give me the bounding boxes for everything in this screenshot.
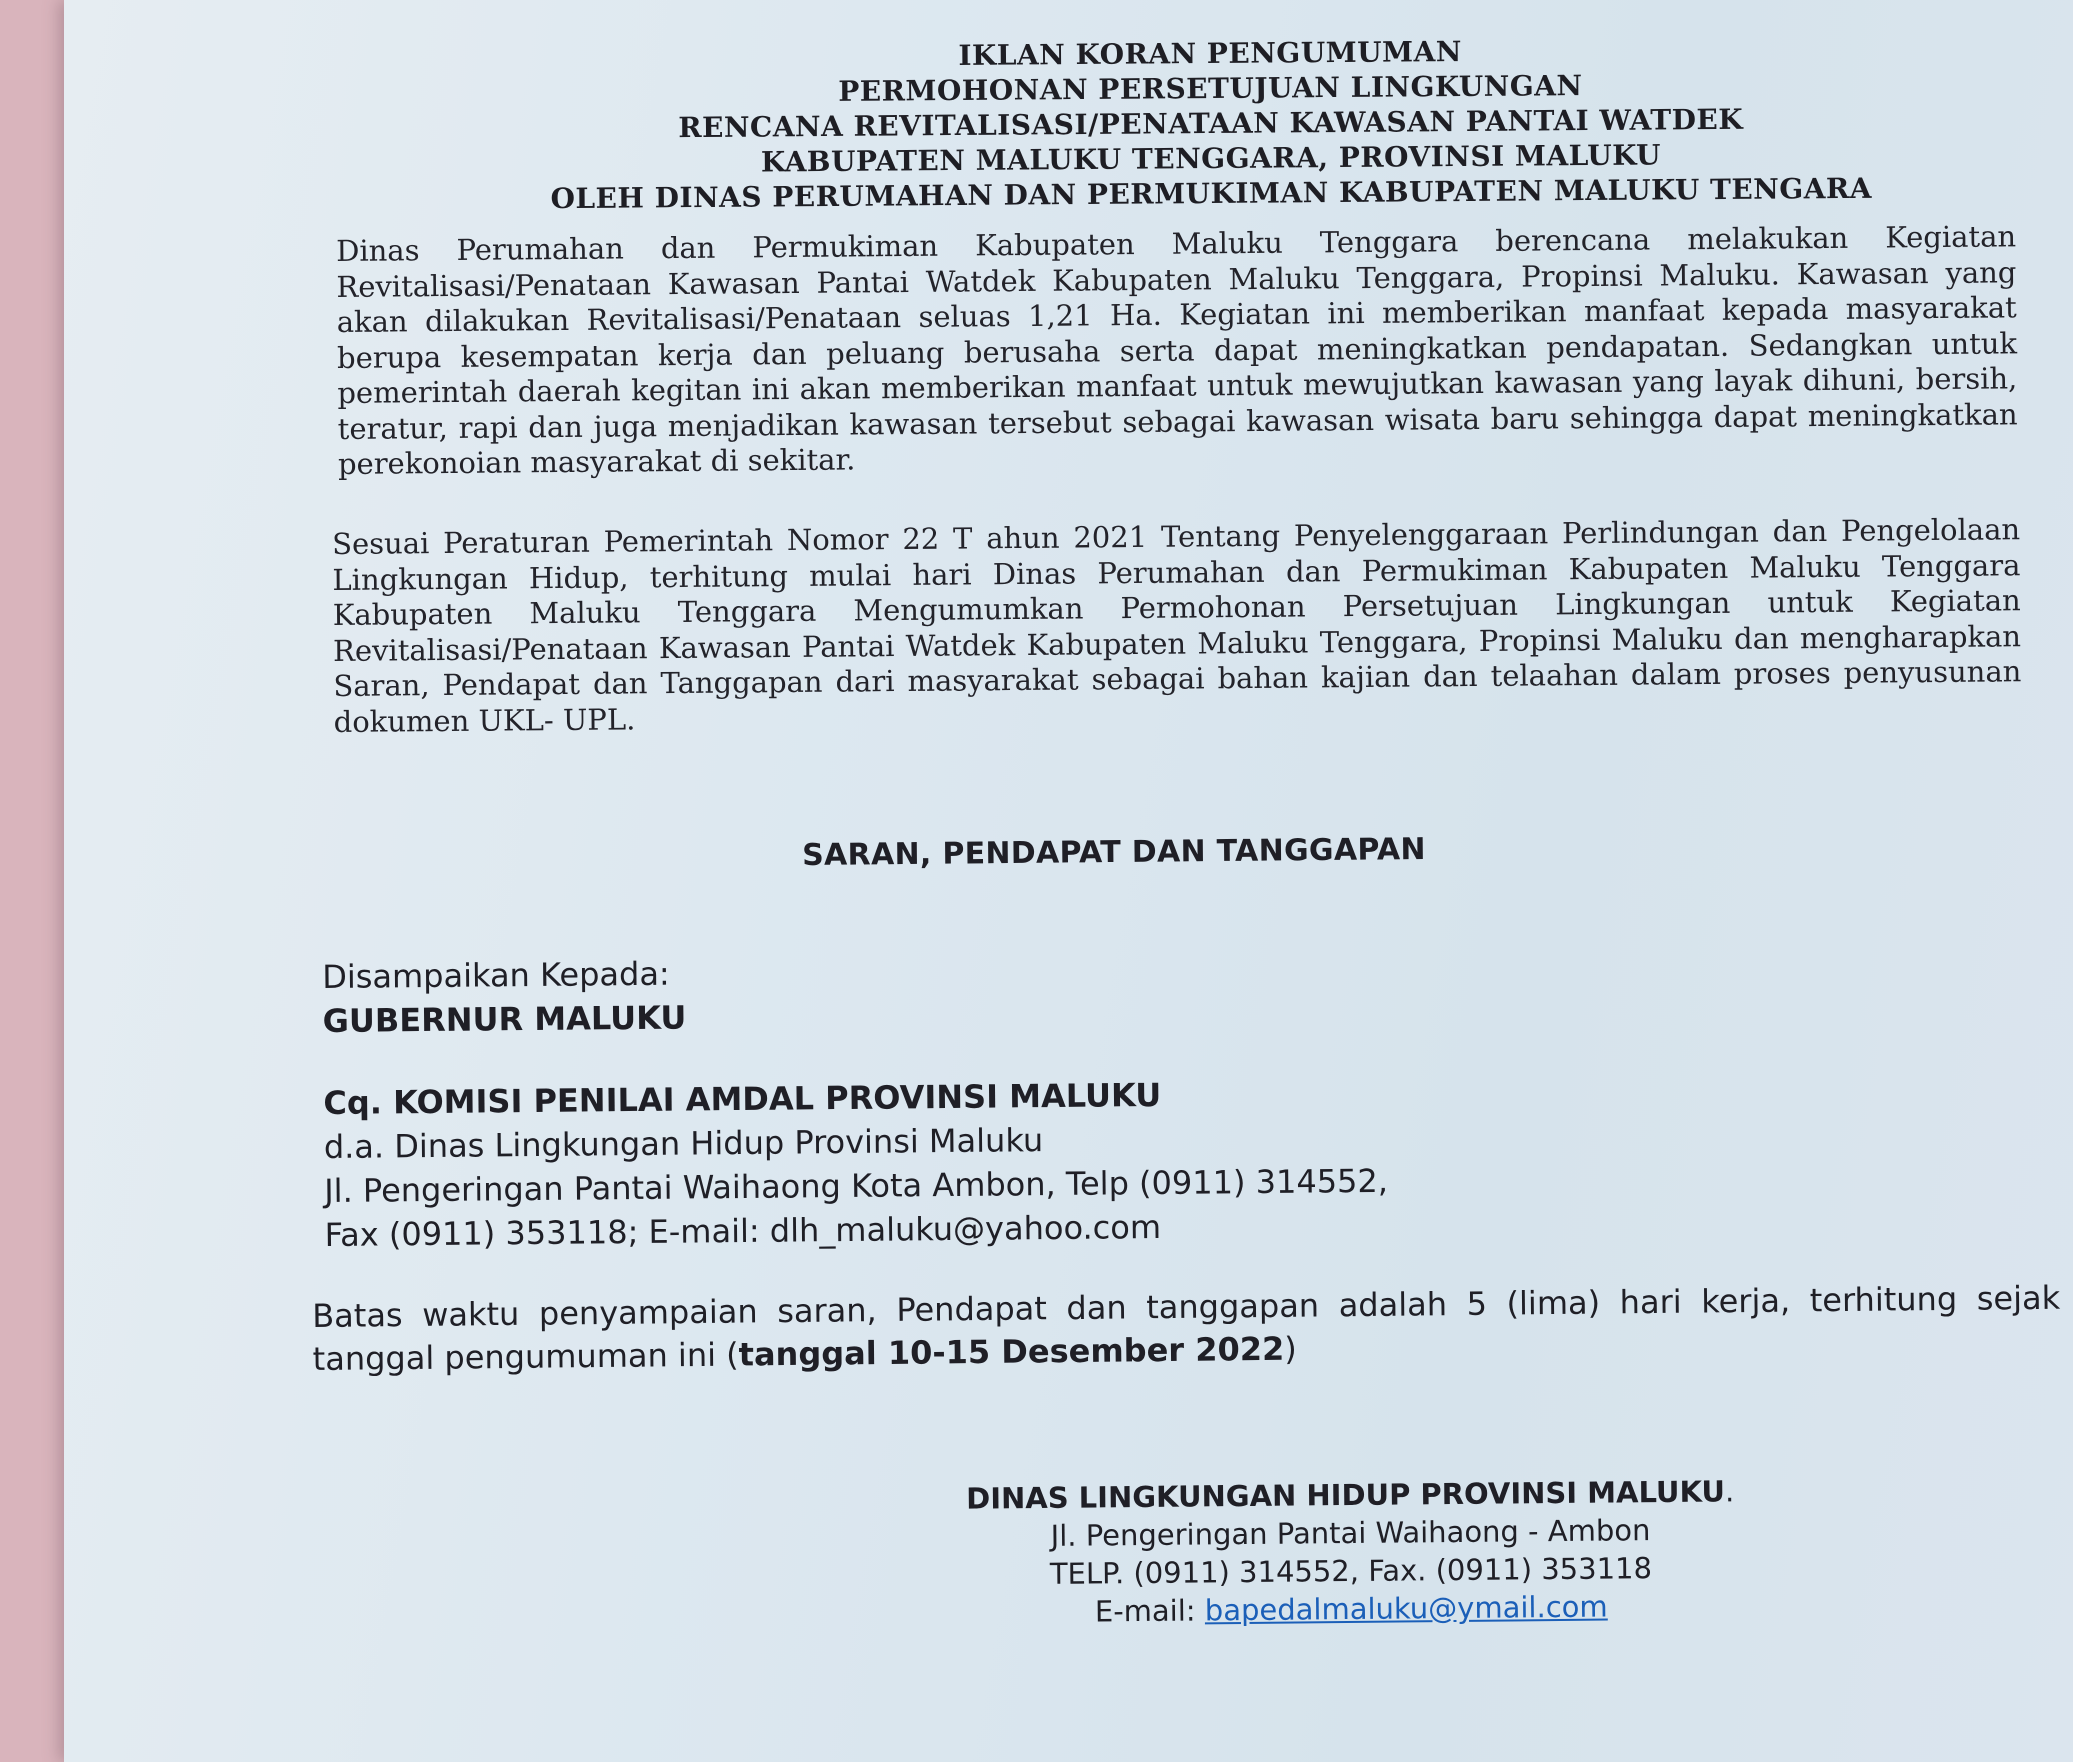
deadline-text: Batas waktu penyampaian saran, Pendapat dan tanggapan adalah 5 (lima) hari kerja, terhitung sejak tanggal pengumuman ini ( [312,1278,2061,1378]
footer-block [700,1470,2001,1634]
recipient-block [322,945,1389,1257]
header-line-2: PERMOHONAN PERSETUJUAN LINGKUNGAN [838,69,1583,108]
section-title: SARAN, PENDAPAT DAN TANGGAPAN [802,832,1426,873]
footer-email-label: E-mail: [1094,1593,1205,1629]
deadline-close: ) [1284,1329,1297,1368]
recipient-cq: Cq. KOMISI PENILAI AMDAL PROVINSI MALUKU [323,1075,1162,1122]
paragraph-project-description: Dinas Perumahan dan Permukiman Kabupaten Maluku Tenggara berencana melakukan Kegiatan Revitalisasi/Penataan Kawasan Pantai Watdek Kabupaten Maluku Tenggara, Propinsi Maluku. Kawasan yang akan dilakukan Revitalisasi/Penataan seluas 1,21 Ha. Kegiatan ini memberikan manfaat kepada masyarakat berupa kesempatan kerja dan peluang berusaha serta dapat meningkatkan pendapatan. Sedangkan untuk pemerintah daerah kegitan ini akan memberikan manfaat untuk mewujutkan kawasan yang layak dihuni, bersih, teratur, rapi dan juga menjadikan kawasan tersebut sebagai kawasan wisata baru sehingga dapat meningkatkan perekonoian masyarakat di sekitar. [336,219,2018,481]
recipient-address: Jl. Pengeringan Pantai Waihaong Kota Ambon, Telp (0911) 314552, [324,1161,1389,1210]
header-line-4: KABUPATEN MALUKU TENGGARA, PROVINSI MALUKU [760,138,1662,179]
footer-org-suffix: . [1724,1474,1735,1509]
recipient-intro: Disampaikan Kepada: [322,954,670,996]
footer-email-link[interactable]: bapedalmaluku@ymail.com [1204,1589,1608,1628]
footer-address: Jl. Pengeringan Pantai Waihaong - Ambon [1050,1513,1651,1553]
deadline-notice [312,1277,2061,1381]
recipient-via: d.a. Dinas Lingkungan Hidup Provinsi Maluku [323,1121,1044,1166]
header-line-1: IKLAN KORAN PENGUMUMAN [958,35,1463,72]
footer-org: DINAS LINGKUNGAN HIDUP PROVINSI MALUKU [965,1474,1726,1516]
paragraph-regulation: Sesuai Peraturan Pemerintah Nomor 22 T ahun 2021 Tentang Penyelenggaraan Perlindungan dan Pengelolaan Lingkungan Hidup, terhitung mulai hari Dinas Perumahan dan Permukiman Kabupaten Maluku Tenggara Kabupaten Maluku Tenggara Mengumumkan Permohonan Persetujuan Lingkungan untuk Kegiatan Revitalisasi/Penataan Kawasan Pantai Watdek Kabupaten Maluku Tenggara, Propinsi Maluku dan mengharapkan Saran, Pendapat dan Tanggapan dari masyarakat sebagai bahan kajian dan telaahan dalam proses penyusunan dokumen UKL- UPL. [332,512,2022,739]
recipient-fax-email: Fax (0911) 353118; E-mail: dlh_maluku@yahoo.com [324,1207,1162,1254]
footer-phone: TELP. (0911) 314552, Fax. (0911) 353118 [1049,1551,1653,1591]
header-line-3: RENCANA REVITALISASI/PENATAAN KAWASAN PANTAI WATDEK [678,102,1744,145]
header-line-5: OLEH DINAS PERUMAHAN DAN PERMUKIMAN KABUPATEN MALUKU TENGARA [550,171,1873,216]
recipient-name: GUBERNUR MALUKU [322,998,687,1040]
deadline-date: tanggal 10-15 Desember 2022 [738,1329,1285,1374]
announcement-header [340,29,2073,218]
